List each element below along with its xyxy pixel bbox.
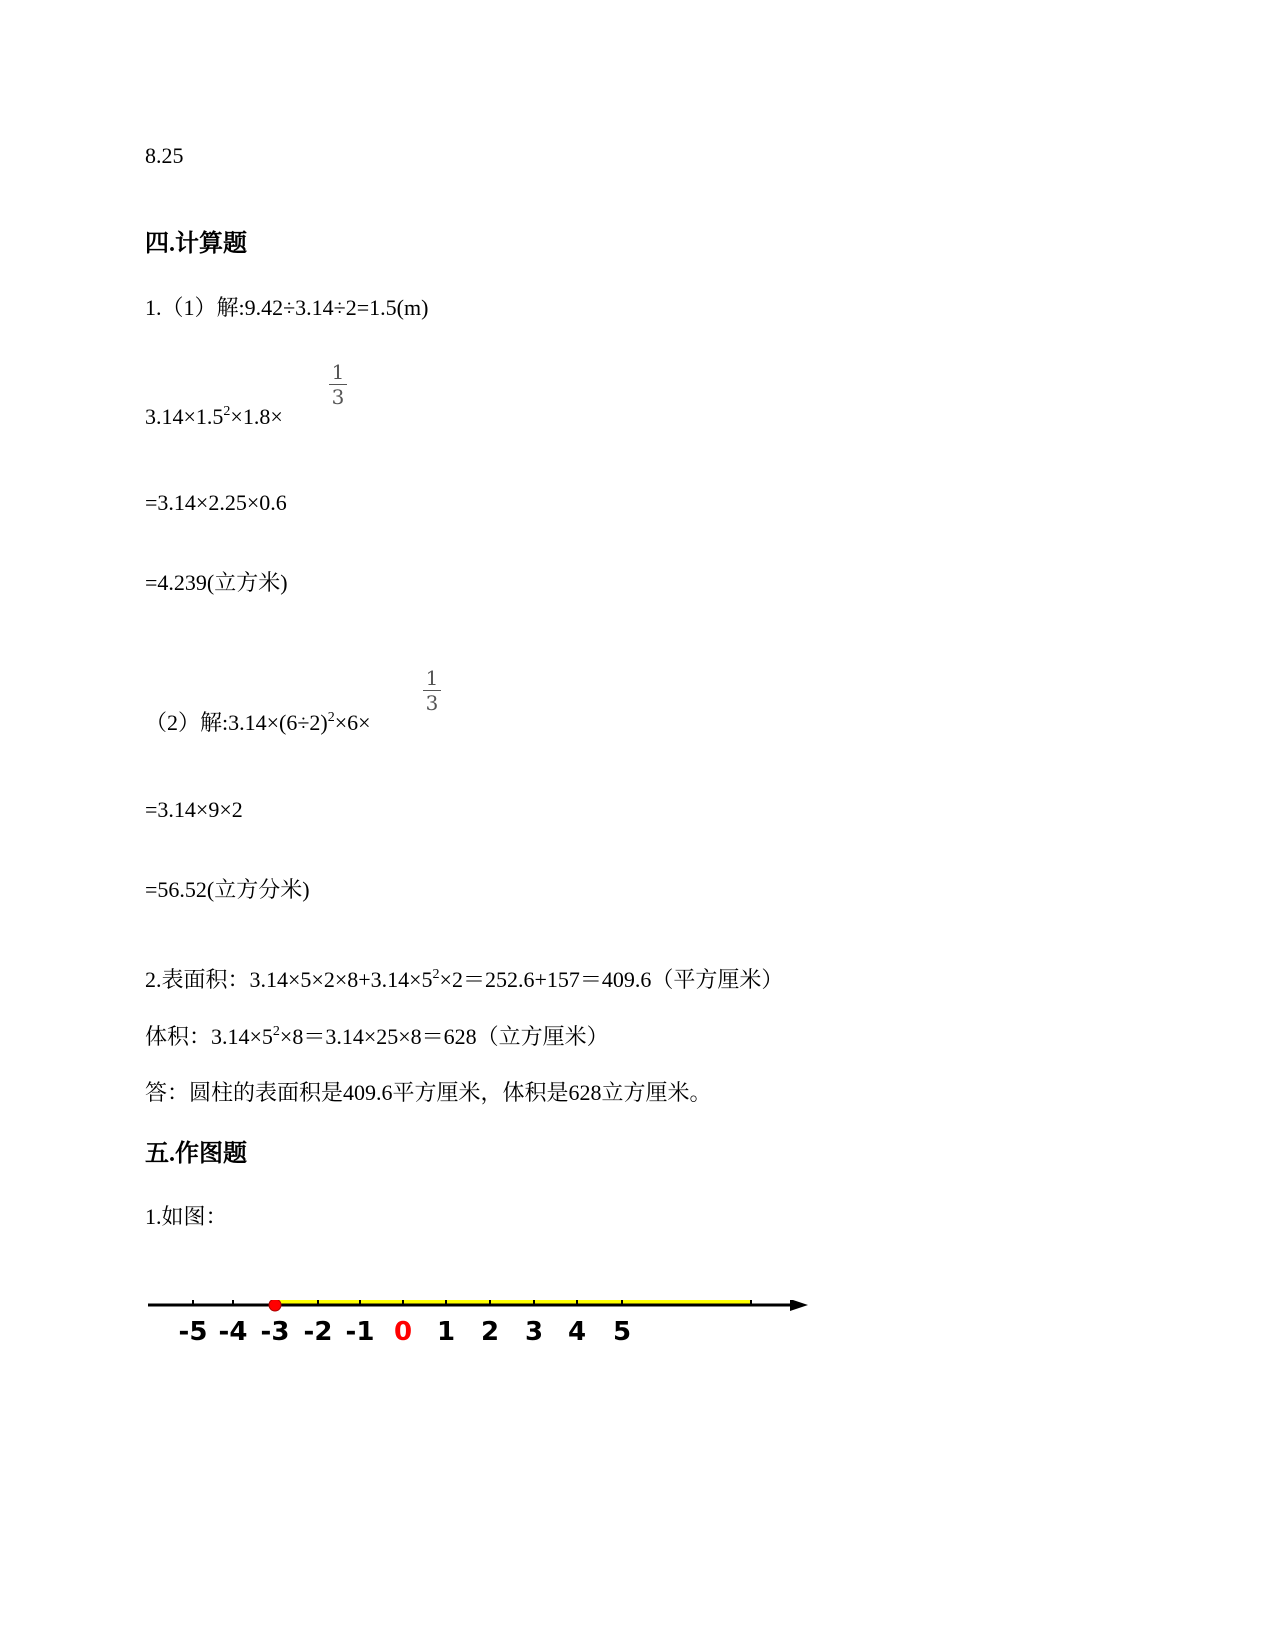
exponent: 2 bbox=[432, 967, 440, 982]
fraction-one-third bbox=[327, 361, 349, 408]
q1-part1-line3: =3.14×2.25×0.6 bbox=[145, 490, 287, 515]
tick-label: 0 bbox=[393, 1317, 413, 1347]
tick-label: 5 bbox=[612, 1317, 632, 1347]
q1-part1-line2 bbox=[145, 403, 283, 431]
arrow-head-icon bbox=[790, 1300, 808, 1311]
formula-text: ×2＝252.6+157＝409.6（平方厘米） bbox=[439, 967, 784, 992]
fraction-one-third bbox=[421, 667, 443, 714]
tick-label: -4 bbox=[218, 1317, 248, 1347]
formula-text: ×6× bbox=[334, 710, 371, 735]
start-point bbox=[269, 1300, 281, 1311]
q2-volume bbox=[145, 1023, 609, 1051]
prev-answer: 8.25 bbox=[145, 143, 184, 168]
section-5-heading: 五.作图题 bbox=[145, 1141, 247, 1167]
formula-text: ×1.8× bbox=[230, 404, 283, 429]
tick-label: 2 bbox=[480, 1317, 500, 1347]
fraction-denominator: 3 bbox=[425, 691, 439, 715]
formula-text: （2）解:3.14×(6÷2) bbox=[145, 710, 328, 735]
exponent: 2 bbox=[223, 404, 231, 419]
tick-label: 4 bbox=[567, 1317, 587, 1347]
formula-text: ×8＝3.14×25×8＝628（立方厘米） bbox=[279, 1024, 609, 1049]
fraction-numerator: 1 bbox=[425, 666, 439, 690]
tick-label: 1 bbox=[436, 1317, 456, 1347]
fraction-numerator: 1 bbox=[331, 360, 345, 384]
exponent: 2 bbox=[272, 1024, 280, 1039]
tick-label: -2 bbox=[303, 1317, 333, 1347]
tick-label: -5 bbox=[178, 1317, 208, 1347]
q1-part2-line1 bbox=[145, 709, 371, 737]
tick-label: 3 bbox=[524, 1317, 544, 1347]
fraction-denominator: 3 bbox=[331, 385, 345, 409]
formula-text: 3.14×1.5 bbox=[145, 404, 224, 429]
section-4-heading: 四.计算题 bbox=[145, 231, 247, 257]
q1-part2-line3: =56.52(立方分米) bbox=[145, 877, 310, 902]
formula-text: 2.表面积：3.14×5×2×8+3.14×5 bbox=[145, 967, 433, 992]
q2-surface-area bbox=[145, 966, 783, 994]
formula-text: 体积：3.14×5 bbox=[145, 1024, 273, 1049]
q1-part2-line2: =3.14×9×2 bbox=[145, 797, 243, 822]
tick-label: -1 bbox=[345, 1317, 375, 1347]
q1-figure-label: 1.如图： bbox=[145, 1204, 228, 1229]
number-line-figure bbox=[148, 1300, 848, 1390]
q2-answer: 答：圆柱的表面积是409.6平方厘米，体积是628立方厘米。 bbox=[145, 1080, 712, 1105]
tick-label: -3 bbox=[260, 1317, 290, 1347]
q1-part1-line1: 1.（1）解:9.42÷3.14÷2=1.5(m) bbox=[145, 295, 429, 320]
q1-part1-line4: =4.239(立方米) bbox=[145, 570, 288, 595]
exponent: 2 bbox=[327, 710, 335, 725]
